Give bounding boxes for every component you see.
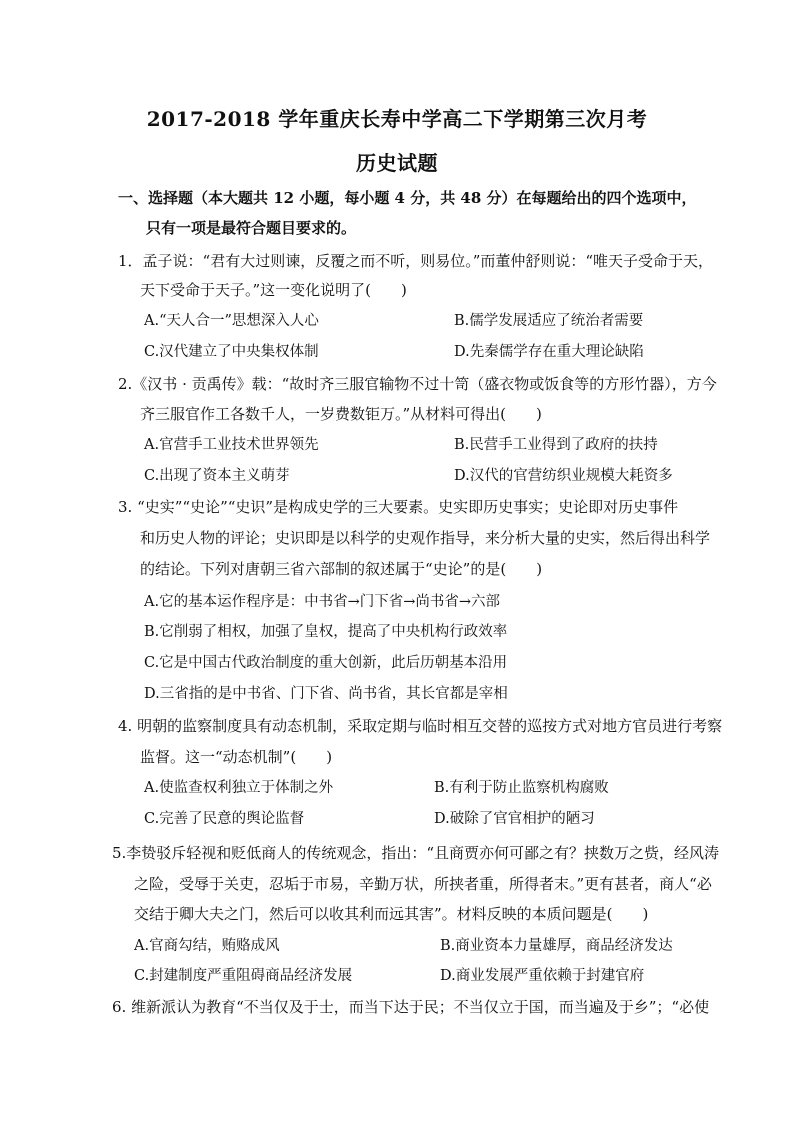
exam-title: 2017-2018 学年重庆长寿中学高二下学期第三次月考 (146, 107, 648, 131)
section-heading-cont: 只有一项是最符合题目要求的。 (146, 219, 357, 237)
exam-subject: 历史试题 (356, 151, 438, 175)
question-5-option-c: C.封建制度严重阻碍商品经济发展 (134, 968, 353, 984)
question-2-option-a: A.官营手工业技术世界领先 (144, 437, 319, 453)
question-5-stem-cont: 之险，受辱于关吏，忍垢于市易，辛勤万状，所挟者重，所得者末。”更有甚者，商人“必 (134, 875, 712, 893)
question-3-option-c: C.它是中国古代政治制度的重大创新，此后历朝基本沿用 (144, 655, 508, 671)
question-3-option-a: A.它的基本运作程序是：中书省→门下省→尚书省→六部 (144, 594, 501, 610)
question-2-option-c: C.出现了资本主义萌芽 (144, 468, 290, 484)
question-1-option-a: A.“天人合一”思想深入人心 (144, 313, 319, 329)
question-2-stem: 2.《汉书 · 贡禹传》载：“故时齐三服官输物不过十笥（盛衣物或饭食等的方形竹器），方今 (118, 375, 717, 393)
question-3-option-d: D.三省指的是中书省、门下省、尚书省，其长官都是宰相 (144, 686, 508, 702)
question-3-stem-cont2: 的结论。下列对唐朝三省六部制的叙述属于“史论”的是( ) (140, 560, 543, 578)
question-4-stem: 4. 明朝的监察制度具有动态机制，采取定期与临时相互交替的巡按方式对地方官员进行考察 (118, 717, 723, 735)
question-2-stem-cont: 齐三服官作工各数千人，一岁费数钜万。”从材料可得出( ) (140, 405, 542, 423)
question-4-option-a: A.使监查权利独立于体制之外 (144, 780, 334, 796)
question-5-option-a: A.官商勾结，贿赂成风 (134, 938, 280, 954)
question-2-option-b: B.民营手工业得到了政府的扶持 (454, 437, 658, 453)
question-1-stem-cont: 天下受命于天子。”这一变化说明了( ) (140, 281, 407, 299)
question-4-option-d: D.破除了官官相护的陋习 (434, 811, 595, 827)
question-2-option-d: D.汉代的官营纺织业规模大耗资多 (454, 468, 673, 484)
section-heading: 一、选择题（本大题共 12 小题，每小题 4 分，共 48 分）在每题给出的四个选项中， (118, 189, 697, 207)
question-3-stem: 3. “史实”“史论”“史识”是构成史学的三大要素。史实即历史事实；史论即对历史事件 (118, 498, 679, 516)
question-1-option-b: B.儒学发展适应了统治者需要 (454, 313, 644, 329)
question-1-option-d: D.先秦儒学存在重大理论缺陷 (454, 344, 644, 360)
question-5-option-d: D.商业发展严重依赖于封建官府 (440, 968, 645, 984)
question-5-stem-cont2: 交结于卿大夫之门，然后可以收其利而远其害”。材料反映的本质问题是( ) (134, 905, 649, 923)
question-1-stem: 1．孟子说：“君有大过则谏，反覆之而不听，则易位。”而董仲舒则说：“唯天子受命于天， (118, 252, 714, 270)
question-4-option-b: B.有利于防止监察机构腐败 (434, 780, 609, 796)
question-5-option-b: B.商业资本力量雄厚，商品经济发达 (440, 938, 673, 954)
question-4-option-c: C.完善了民意的舆论监督 (144, 811, 305, 827)
question-1-option-c: C.汉代建立了中央集权体制 (144, 344, 319, 360)
question-6-stem: 6. 维新派认为教育“不当仅及于士，而当下达于民；不当仅立于国，而当遍及于乡”；“必使 (112, 998, 710, 1016)
question-3-option-b: B.它削弱了相权，加强了皇权，提高了中央机构行政效率 (144, 624, 508, 640)
question-5-stem: 5.李贽驳斥轻视和贬低商人的传统观念，指出：“且商贾亦何可鄙之有？挟数万之赀，经风涛 (112, 844, 719, 862)
question-4-stem-cont: 监督。这一“动态机制”( ) (140, 748, 333, 766)
question-3-stem-cont: 和历史人物的评论；史识即是以科学的史观作指导，来分析大量的史实，然后得出科学 (140, 529, 711, 547)
